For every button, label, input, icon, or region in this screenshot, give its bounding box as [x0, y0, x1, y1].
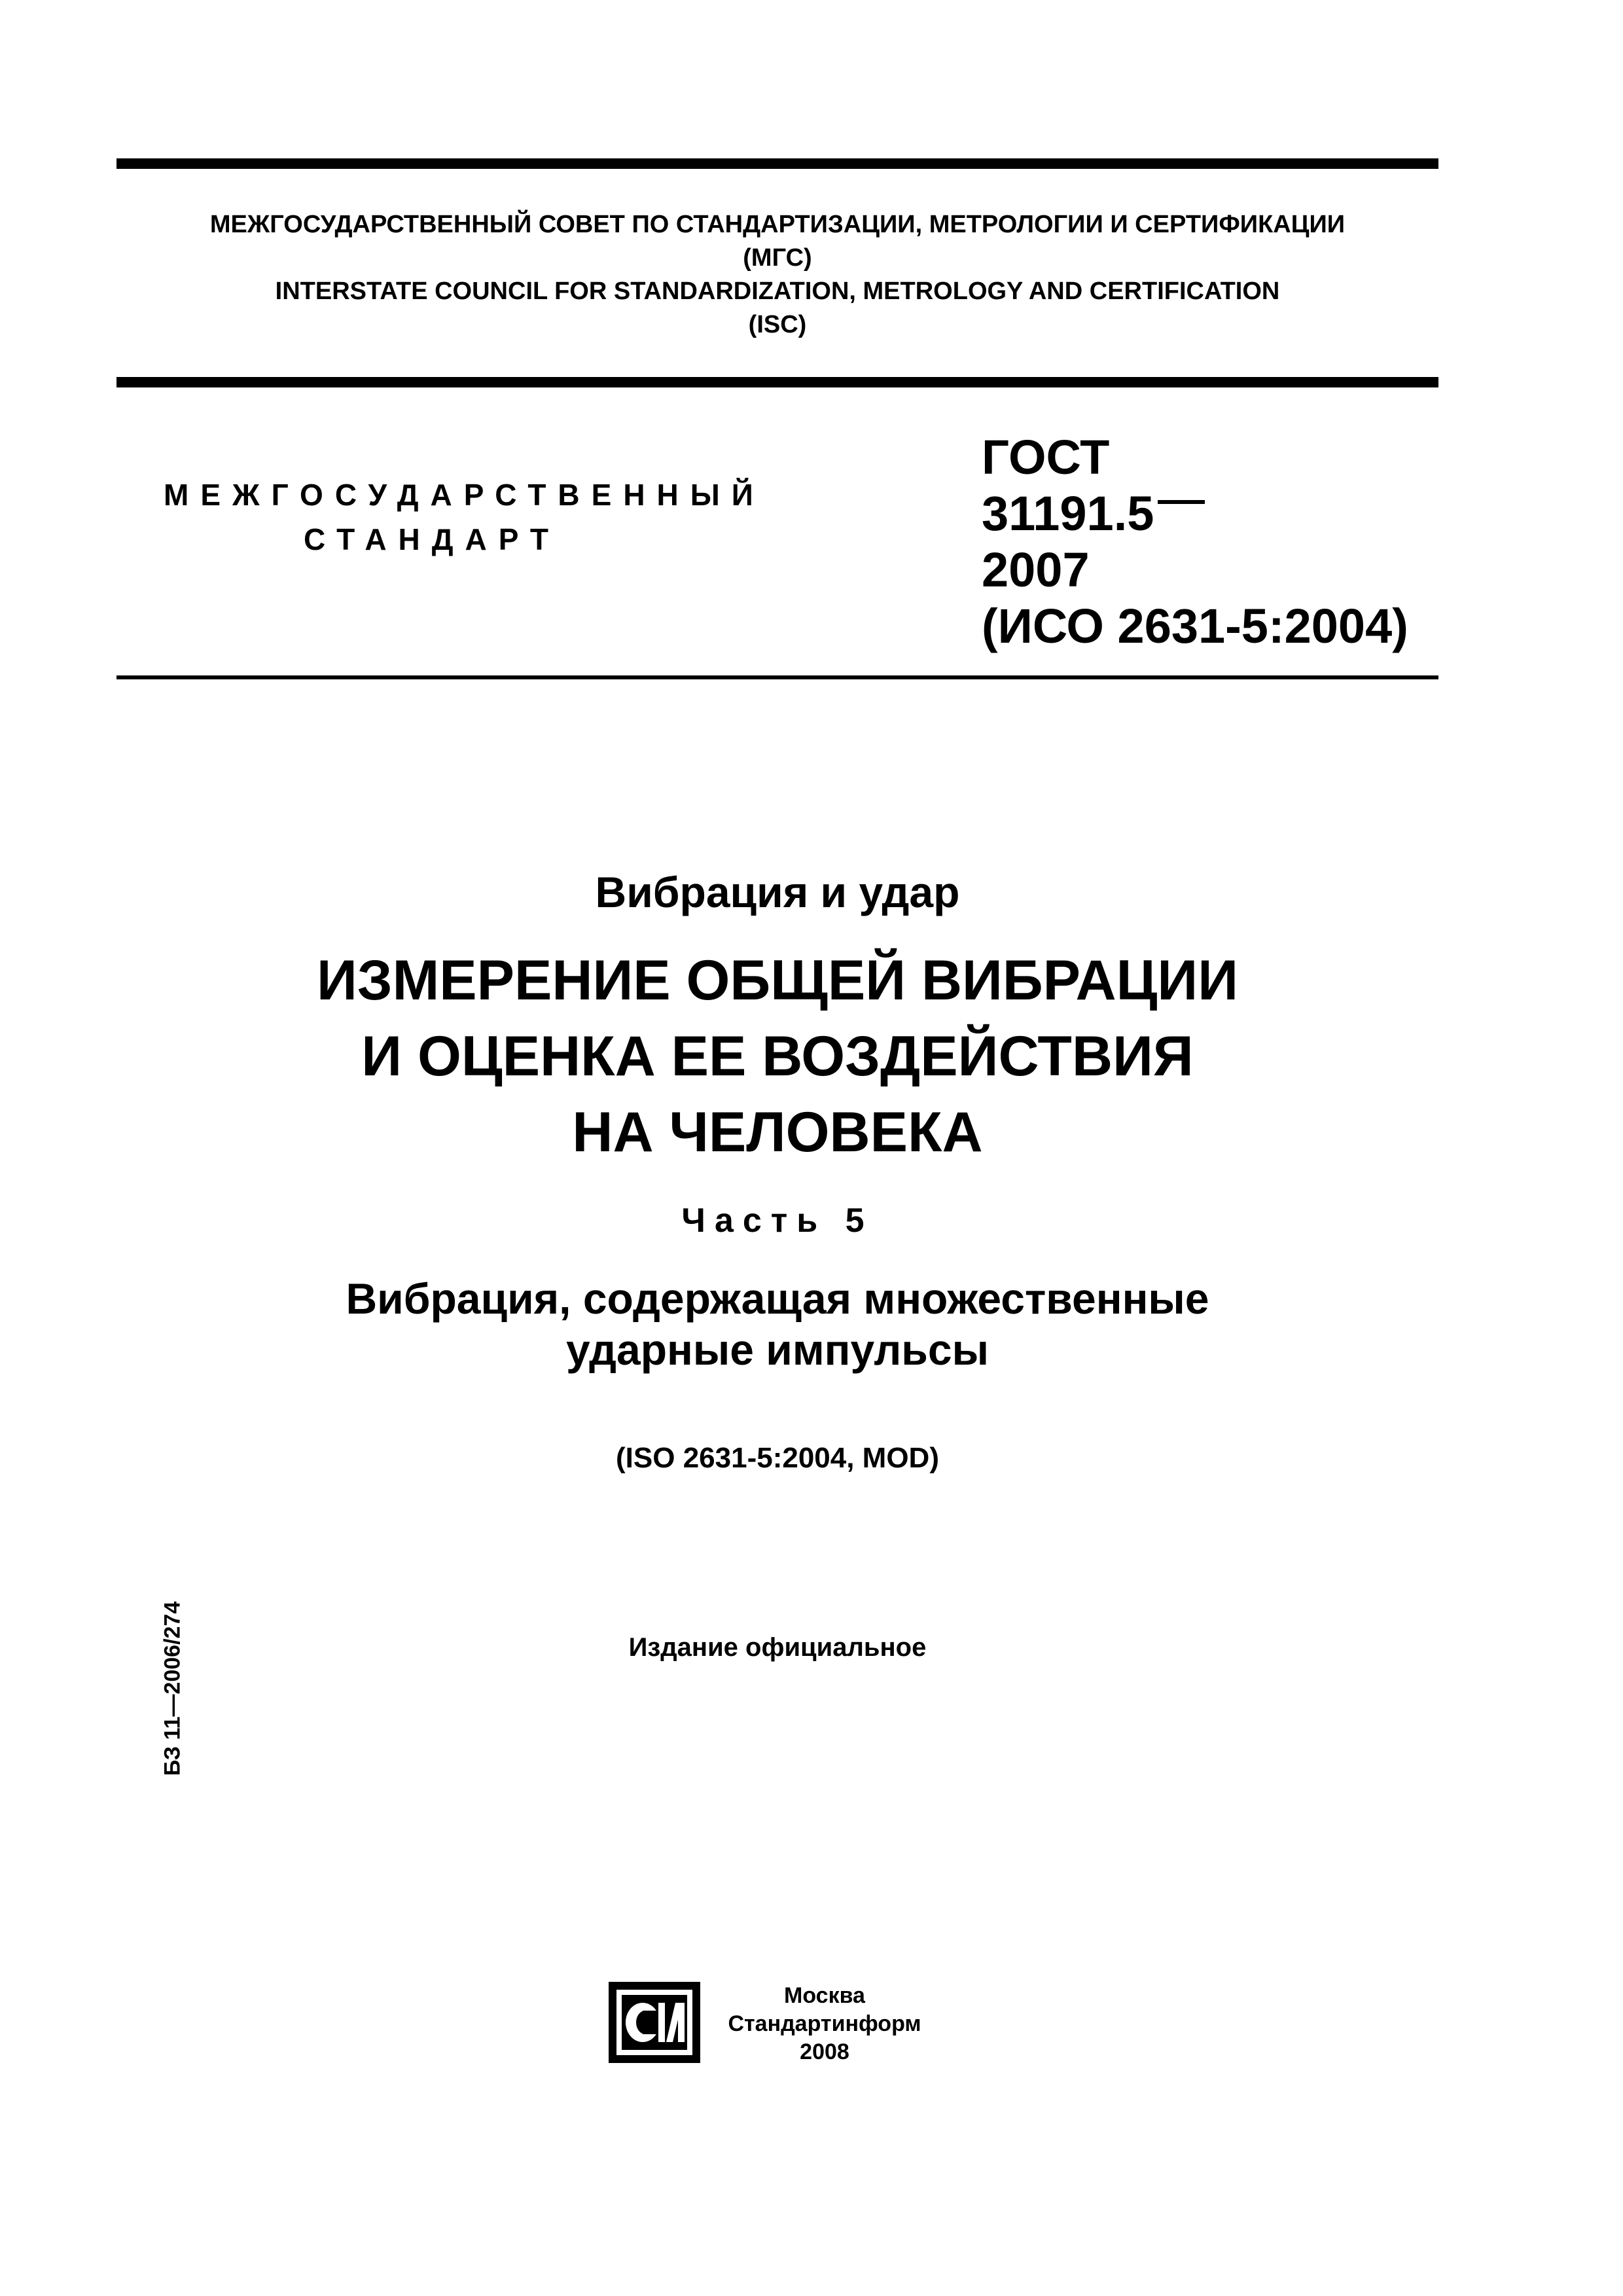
council-ru-abbr: (МГС) [743, 244, 812, 272]
standard-type [164, 473, 765, 562]
standard-year: 2007 [982, 543, 1090, 597]
publisher-name: Стандартинформ [728, 2011, 921, 2036]
publisher-block [726, 1982, 923, 2066]
council-en-name: INTERSTATE COUNCIL FOR STANDARDIZATION, METROLOGY AND CERTIFICATION [275, 278, 1280, 305]
standard-code: ГОСТ [982, 430, 1110, 484]
part-title [116, 1273, 1438, 1375]
part-title-line1: Вибрация, содержащая множественные [346, 1274, 1209, 1323]
designation-bottom-rule [116, 675, 1438, 679]
edition-label: Издание официальное [628, 1633, 927, 1662]
main-title-line2: И ОЦЕНКА ЕЕ ВОЗДЕЙСТВИЯ [361, 1025, 1194, 1088]
part-label: Часть 5 [681, 1202, 874, 1240]
subject-title: Вибрация и удар [595, 868, 960, 916]
main-title [116, 942, 1438, 1170]
council-header [116, 208, 1438, 342]
council-en-abbr: (ISC) [748, 311, 807, 338]
council-bottom-rule [116, 377, 1438, 387]
main-title-line1: ИЗМЕРЕНИЕ ОБЩЕЙ ВИБРАЦИИ [316, 949, 1239, 1012]
council-ru-name: МЕЖГОСУДАРСТВЕННЫЙ СОВЕТ ПО СТАНДАРТИЗАЦИИ, МЕТРОЛОГИИ И СЕРТИФИКАЦИИ [209, 211, 1346, 238]
iso-reference: (ISO 2631-5:2004, MOD) [616, 1442, 939, 1474]
part-title-line2: ударные импульсы [566, 1325, 989, 1374]
publisher-city: Москва [784, 1983, 865, 2008]
standartinform-logo-icon [602, 1977, 707, 2068]
standard-type-line2: СТАНДАРТ [304, 522, 560, 556]
top-rule [116, 158, 1438, 169]
standard-iso: (ИСО 2631-5:2004) [982, 599, 1408, 653]
dash-mark [1158, 500, 1205, 504]
standard-number-line [982, 486, 1408, 542]
side-code: БЗ 11—2006/274 [160, 1601, 185, 1776]
publisher-year: 2008 [800, 2039, 849, 2064]
main-title-line3: НА ЧЕЛОВЕКА [572, 1101, 983, 1164]
standard-designation [982, 429, 1408, 655]
standard-type-line1: МЕЖГОСУДАРСТВЕННЫЙ [164, 478, 765, 512]
standard-number: 31191.5 [982, 486, 1154, 541]
